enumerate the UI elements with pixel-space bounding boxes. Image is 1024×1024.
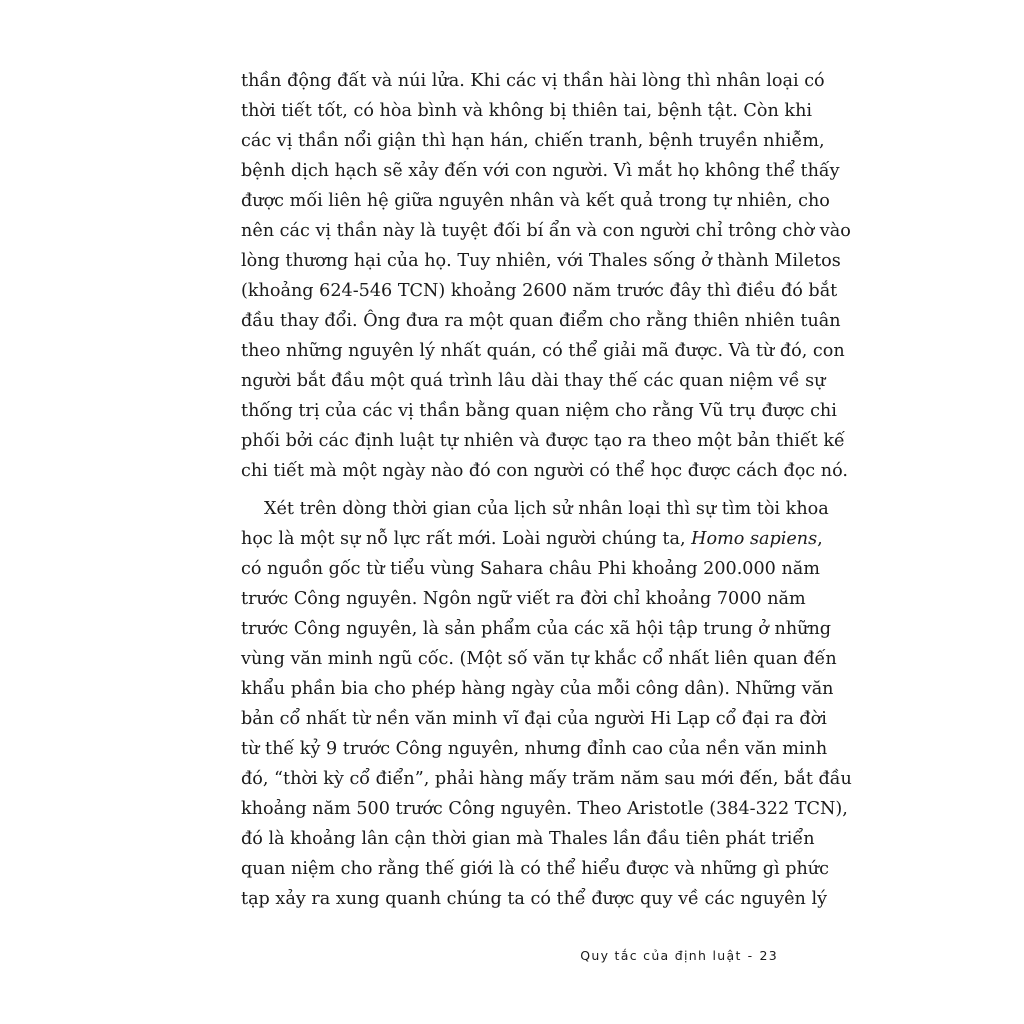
text-line: thời tiết tốt, có hòa bình và không bị thiên tai, bệnh tật. Còn khi	[241, 101, 813, 121]
text-line: đó là khoảng lân cận thời gian mà Thales lần đầu tiên phát triển	[241, 829, 815, 849]
text-line: học là một sự nỗ lực rất mới. Loài người chúng ta, Homo sapiens,	[241, 529, 823, 549]
body-text	[241, 66, 852, 914]
text-line: nên các vị thần này là tuyệt đối bí ẩn và con người chỉ trông chờ vào	[241, 221, 851, 241]
text-line: tạp xảy ra xung quanh chúng ta có thể được quy về các nguyên lý	[241, 889, 828, 909]
text-line: thống trị của các vị thần bằng quan niệm cho rằng Vũ trụ được chi	[241, 401, 837, 421]
text-line: đầu thay đổi. Ông đưa ra một quan điểm cho rằng thiên nhiên tuân	[241, 311, 841, 331]
text-line: bệnh dịch hạch sẽ xảy đến với con người. Vì mắt họ không thể thấy	[241, 161, 840, 181]
text-line: chi tiết mà một ngày nào đó con người có thể học được cách đọc nó.	[241, 461, 848, 481]
running-title: Quy tắc của định luật	[580, 948, 742, 963]
text-line: trước Công nguyên. Ngôn ngữ viết ra đời chỉ khoảng 7000 năm	[241, 589, 806, 609]
text-line: thần động đất và núi lửa. Khi các vị thần hài lòng thì nhân loại có	[241, 71, 825, 91]
text-line: bản cổ nhất từ nền văn minh vĩ đại của người Hi Lạp cổ đại ra đời	[241, 709, 827, 729]
text-line: có nguồn gốc từ tiểu vùng Sahara châu Phi khoảng 200.000 năm	[241, 559, 820, 579]
page-number: 23	[759, 948, 778, 963]
text-line: quan niệm cho rằng thế giới là có thể hiểu được và những gì phức	[241, 859, 829, 879]
paragraph	[241, 494, 852, 914]
text-line: theo những nguyên lý nhất quán, có thể giải mã được. Và từ đó, con	[241, 341, 845, 361]
text-line: được mối liên hệ giữa nguyên nhân và kết quả trong tự nhiên, cho	[241, 191, 830, 211]
text-line: các vị thần nổi giận thì hạn hán, chiến tranh, bệnh truyền nhiễm,	[241, 131, 825, 151]
text-line: Xét trên dòng thời gian của lịch sử nhân loại thì sự tìm tòi khoa	[264, 499, 829, 519]
text-line: người bắt đầu một quá trình lâu dài thay thế các quan niệm về sự	[241, 371, 826, 391]
text-line: lòng thương hại của họ. Tuy nhiên, với Thales sống ở thành Miletos	[241, 251, 841, 271]
text-line: (khoảng 624-546 TCN) khoảng 2600 năm trước đây thì điều đó bắt	[241, 281, 838, 301]
paragraph-gap	[241, 486, 778, 494]
footer-separator: -	[747, 948, 754, 963]
page-footer	[580, 948, 778, 963]
text-line: đó, “thời kỳ cổ điển”, phải hàng mấy trăm năm sau mới đến, bắt đầu	[241, 769, 852, 789]
text-line: trước Công nguyên, là sản phẩm của các xã hội tập trung ở những	[241, 619, 832, 639]
text-line: từ thế kỷ 9 trước Công nguyên, nhưng đỉnh cao của nền văn minh	[241, 739, 828, 759]
text-line: khẩu phần bia cho phép hàng ngày của mỗi công dân). Những văn	[241, 679, 834, 699]
text-line: vùng văn minh ngũ cốc. (Một số văn tự khắc cổ nhất liên quan đến	[241, 649, 837, 669]
text-line: phối bởi các định luật tự nhiên và được tạo ra theo một bản thiết kế	[241, 431, 845, 451]
species-name: Homo sapiens	[691, 529, 818, 549]
text-line: khoảng năm 500 trước Công nguyên. Theo Aristotle (384-322 TCN),	[241, 799, 848, 819]
paragraph	[241, 66, 851, 486]
